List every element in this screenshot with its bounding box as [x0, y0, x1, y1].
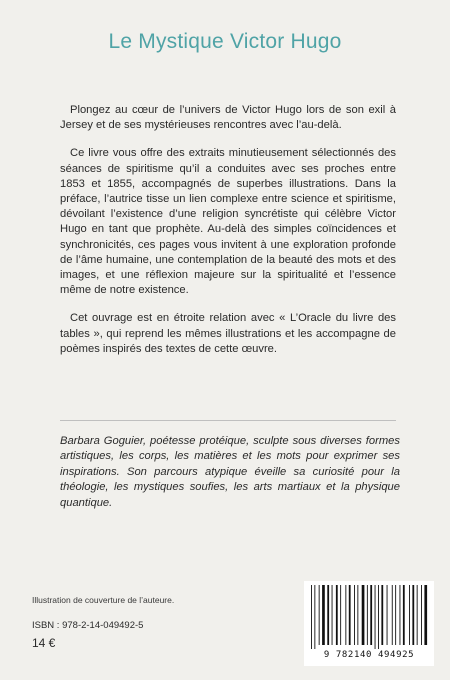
author-name: Barbara Goguier: [60, 435, 143, 447]
barcode-number: 9 782140 494925: [323, 650, 415, 660]
author-bio-text: , poétesse protéique, sculpte sous diverses formes artistiques, les corps, les matières et les mots pour exprimer ses inspirations. Son parcours atypique éveille sa curiosité pour la théologie, les mystiques soufies, les arts martiaux et la physique quantique.: [60, 435, 401, 509]
illustration-credit: Illustration de couverture de l’auteure.: [32, 595, 175, 605]
blurb-paragraph-1: Plongez au cœur de l’univers de Victor Hugo lors de son exil à Jersey et de ses mystérieuses rencontres avec l’au-delà.: [60, 104, 396, 132]
book-title: Le Mystique Victor Hugo: [108, 30, 342, 53]
price: 14 €: [32, 636, 56, 650]
blurb-paragraph-3: Cet ouvrage est en étroite relation avec « L’Oracle du livre des tables », qui reprend les mêmes illustrations et les accompagne de poèmes inspirés des textes de cette œuvre.: [60, 312, 396, 355]
divider: [60, 420, 396, 421]
blurb-paragraph-2: Ce livre vous offre des extraits minutieusement sélectionnés des séances de spiritisme qu’il a conduites avec ses proches entre 1853 et 1855, accompagnés de superbes illustrations. Dans la préface, l’autrice tisse un lien complexe entre science et spiritisme, dévoilant l’existence d’une religion syncrétiste qui célèbre Victor Hugo en tant que prophète. Au-delà des simples coïncidences et synchronicités, ces pages vous invitent à une exploration profonde de l’âme humaine, une contemplation de la beauté des mots et des images, et une réflexion majeure sur la spiritualité et l’essence même de notre existence.: [60, 147, 396, 297]
author-bio: [60, 434, 400, 511]
barcode-bars: [309, 585, 429, 649]
blurb: [60, 103, 396, 370]
barcode: [304, 581, 434, 666]
isbn: ISBN : 978-2-14-049492-5: [32, 620, 144, 631]
